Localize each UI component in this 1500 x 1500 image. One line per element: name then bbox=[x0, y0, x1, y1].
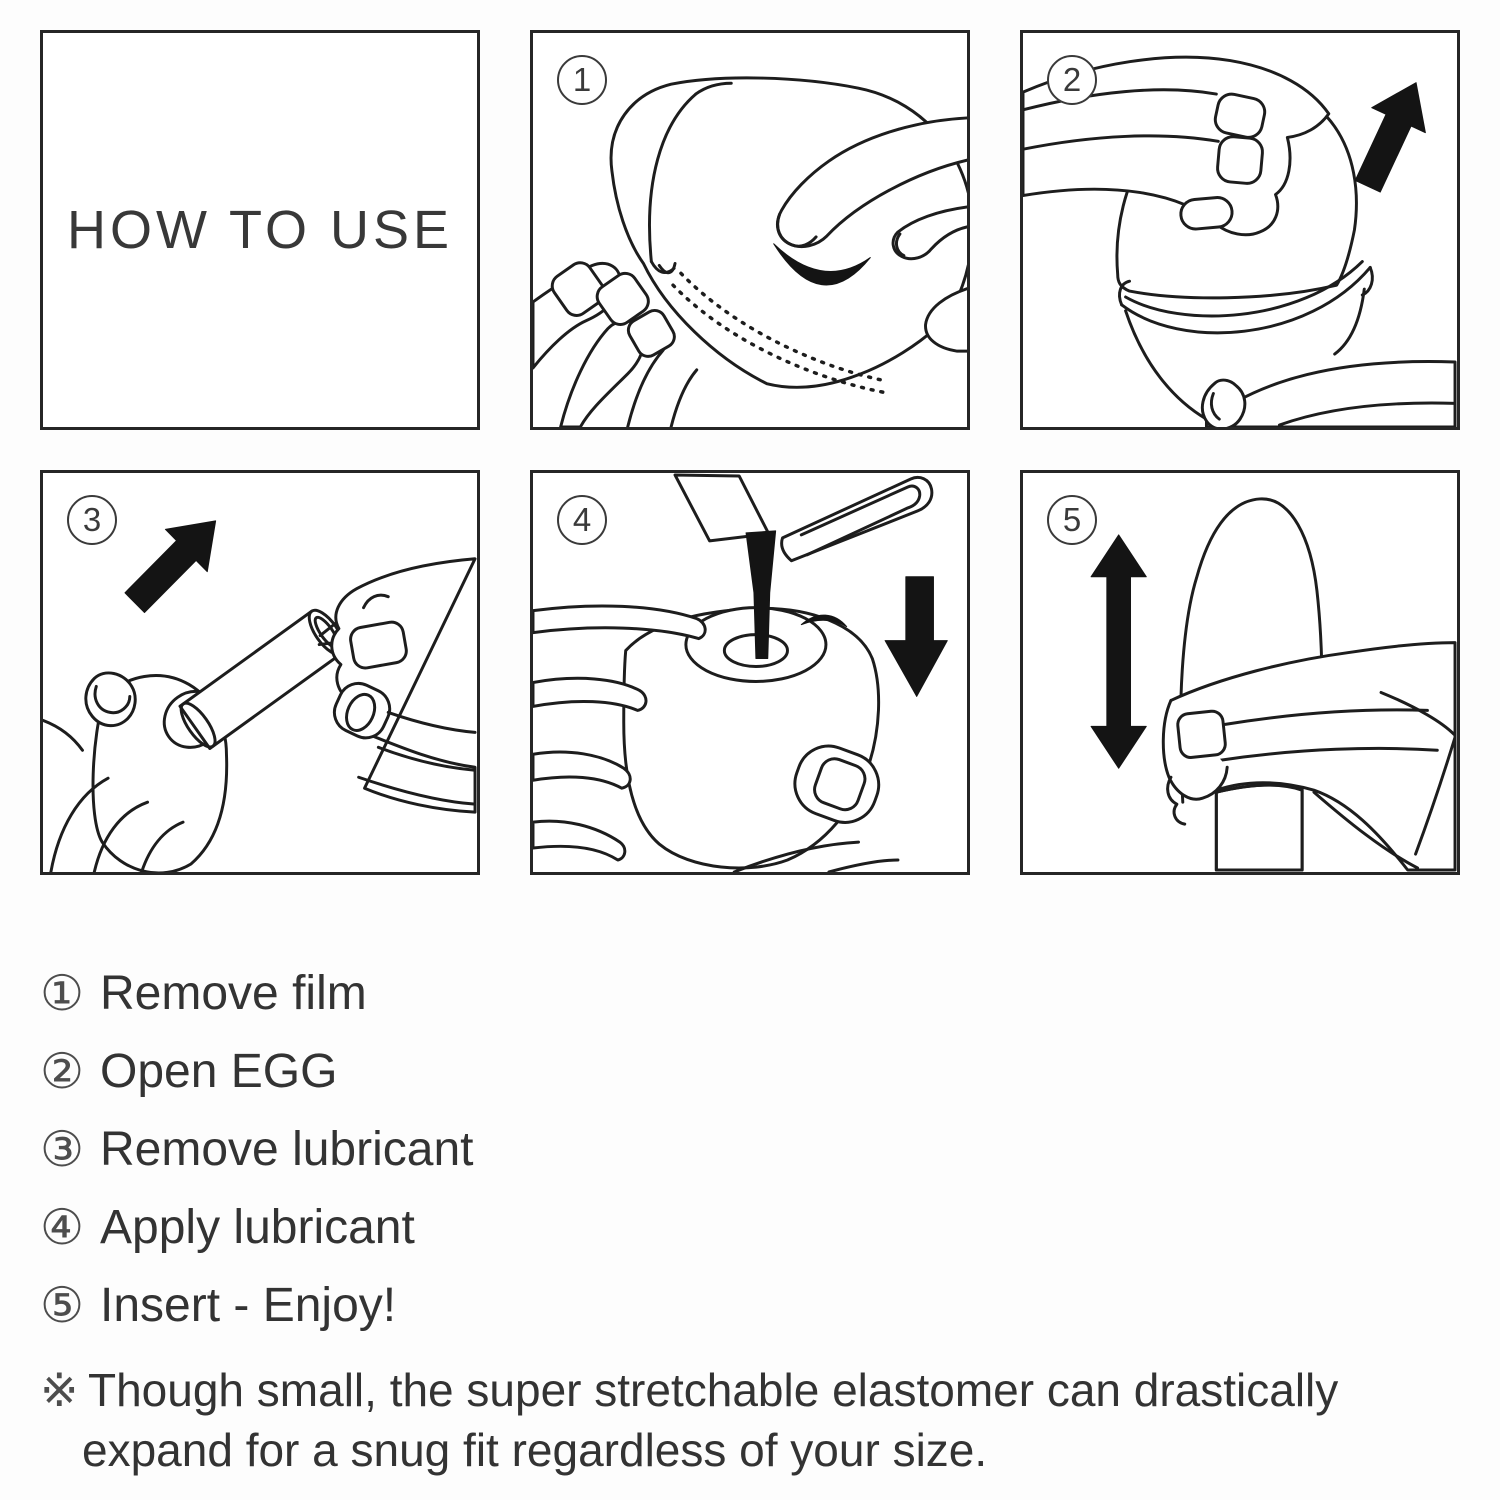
fingertip bbox=[1180, 196, 1234, 230]
panel-number-badge: 3 bbox=[67, 495, 117, 545]
step-number-circle: ④ bbox=[40, 1198, 84, 1256]
panel-number-badge: 4 bbox=[557, 495, 607, 545]
panel-step-5 bbox=[1020, 470, 1460, 875]
thumbnail bbox=[1177, 710, 1227, 758]
arrow-down-icon bbox=[885, 577, 947, 697]
panel-step-1 bbox=[530, 30, 970, 430]
lower-hand bbox=[1202, 362, 1455, 427]
panel-step-2 bbox=[1020, 30, 1460, 430]
arrow-up-down-icon bbox=[1091, 535, 1146, 768]
footnote bbox=[40, 1360, 1480, 1480]
thumb bbox=[1202, 380, 1245, 427]
step-text: Apply lubricant bbox=[100, 1200, 415, 1254]
step-item-4 bbox=[40, 1188, 474, 1266]
panel-number-badge: 5 bbox=[1047, 495, 1097, 545]
panel-number-badge: 2 bbox=[1047, 55, 1097, 105]
lubricant-sachet bbox=[675, 475, 932, 561]
panel-step-3 bbox=[40, 470, 480, 875]
arrow-up-icon bbox=[1341, 70, 1443, 199]
sheet-title: HOW TO USE bbox=[66, 200, 454, 260]
step-list bbox=[40, 954, 474, 1344]
footnote-line-1 bbox=[40, 1360, 1480, 1420]
step-number-circle: ① bbox=[40, 964, 84, 1022]
shaft bbox=[1216, 785, 1302, 870]
step-number-circle: ② bbox=[40, 1042, 84, 1100]
panel-number-badge: 1 bbox=[557, 55, 607, 105]
step-item-3 bbox=[40, 1110, 474, 1188]
step-item-1 bbox=[40, 954, 474, 1032]
footnote-text: Though small, the super stretchable elastomer can drastically bbox=[88, 1364, 1339, 1416]
panel-title bbox=[40, 30, 480, 430]
panel-step-4 bbox=[530, 470, 970, 875]
step-text: Insert - Enjoy! bbox=[100, 1278, 397, 1332]
step-number-circle: ⑤ bbox=[40, 1276, 84, 1334]
thumbnail bbox=[349, 620, 408, 670]
thumb bbox=[86, 673, 135, 726]
footnote-line-2: expand for a snug fit regardless of your size. bbox=[82, 1424, 988, 1476]
step-number-circle: ③ bbox=[40, 1120, 84, 1178]
arrow-up-right-icon bbox=[114, 500, 237, 624]
step-item-2 bbox=[40, 1032, 474, 1110]
step-text: Open EGG bbox=[100, 1044, 338, 1098]
step-item-5 bbox=[40, 1266, 474, 1344]
step-text: Remove lubricant bbox=[100, 1122, 474, 1176]
step-text: Remove film bbox=[100, 966, 367, 1020]
pulling-hand bbox=[328, 559, 475, 812]
lubricant-container bbox=[175, 605, 350, 752]
egg-in-hand bbox=[624, 608, 879, 868]
fingertip bbox=[1216, 136, 1263, 185]
reference-mark: ※ bbox=[40, 1363, 79, 1417]
